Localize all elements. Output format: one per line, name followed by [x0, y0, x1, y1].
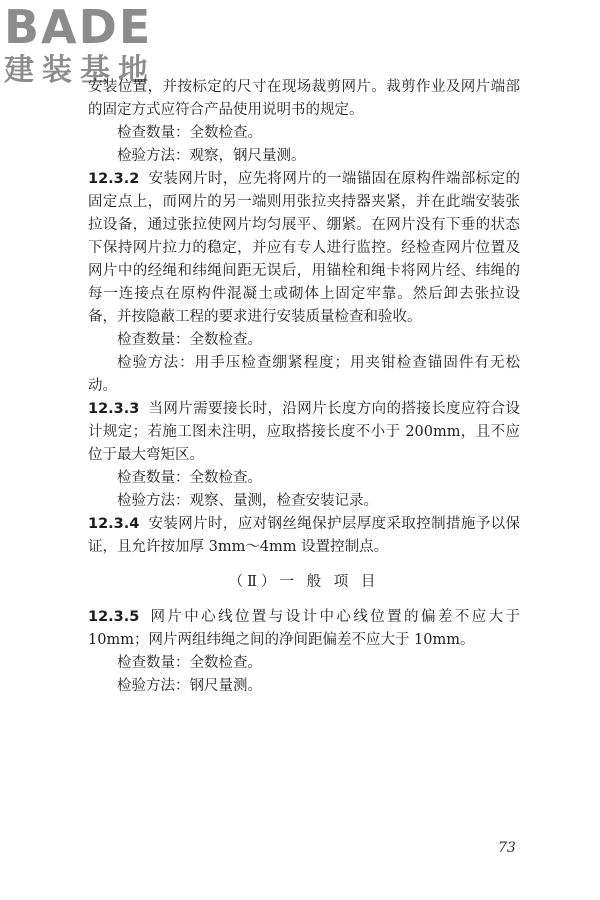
clause-text: 安装网片时，应先将网片的一端锚固在原构件端部标定的固定点上，而网片的另一端则用张拉夹持器夹紧，并在此端安装张拉设备，通过张拉使网片均匀展平、绷紧。在网片没有下垂的状态下保持网片拉力的稳定，并应有专人进行监控。经检查网片位置及网片中的经绳和纬绳间距无误后，用锚栓和绳卡将网片经、纬绳的每一连接点在原构件混凝土或砌体上固定牢靠。然后卸去张拉设备，并按隐蔽工程的要求进行安装质量检查和验收。 [88, 171, 520, 325]
check-quantity: 检查数量：全数检查。 [117, 125, 262, 141]
check-quantity: 检查数量：全数检查。 [117, 332, 262, 348]
clause-12-3-5 [88, 606, 520, 652]
check-method: 检验方法：钢尺量测。 [117, 678, 262, 694]
continued-paragraph: 安装位置，并按标定的尺寸在现场裁剪网片。裁剪作业及网片端部的固定方式应符合产品使用说明书的规定。 [88, 79, 520, 118]
clause-12-3-2 [88, 168, 520, 329]
clause-text: 网片中心线位置与设计中心线位置的偏差不应大于 10mm；网片两组纬绳之间的净间距偏差不应大于 10mm。 [88, 609, 520, 648]
check-method: 检验方法：观察，钢尺量测。 [117, 148, 306, 164]
page-content [88, 76, 520, 698]
clause-text: 当网片需要接长时，沿网片长度方向的搭接长度应符合设计规定；若施工图未注明，应取搭接长度不小于 200mm，且不应位于最大弯矩区。 [88, 401, 520, 463]
page-number: 73 [498, 840, 516, 856]
clause-text: 安装网片时，应对钢丝绳保护层厚度采取控制措施予以保证，且允许按加厚 3mm～4mm 设置控制点。 [88, 516, 520, 555]
clause-number: 12.3.2 [88, 171, 140, 187]
logo-brand: BADE [4, 0, 153, 54]
clause-12-3-3 [88, 398, 520, 467]
check-quantity: 检查数量：全数检查。 [117, 655, 262, 671]
check-quantity: 检查数量：全数检查。 [117, 470, 262, 486]
clause-number: 12.3.4 [88, 516, 140, 532]
clause-number: 12.3.3 [88, 401, 140, 417]
check-method: 检验方法：观察、量测，检查安装记录。 [117, 493, 378, 509]
section-heading: （Ⅱ）一 般 项 目 [228, 574, 380, 590]
logo-subtitle: 建装基地 [4, 53, 156, 88]
clause-number: 12.3.5 [88, 609, 140, 625]
clause-12-3-4 [88, 513, 520, 559]
check-method: 检验方法：用手压检查绷紧程度；用夹钳检查锚固件有无松动。 [88, 355, 520, 394]
